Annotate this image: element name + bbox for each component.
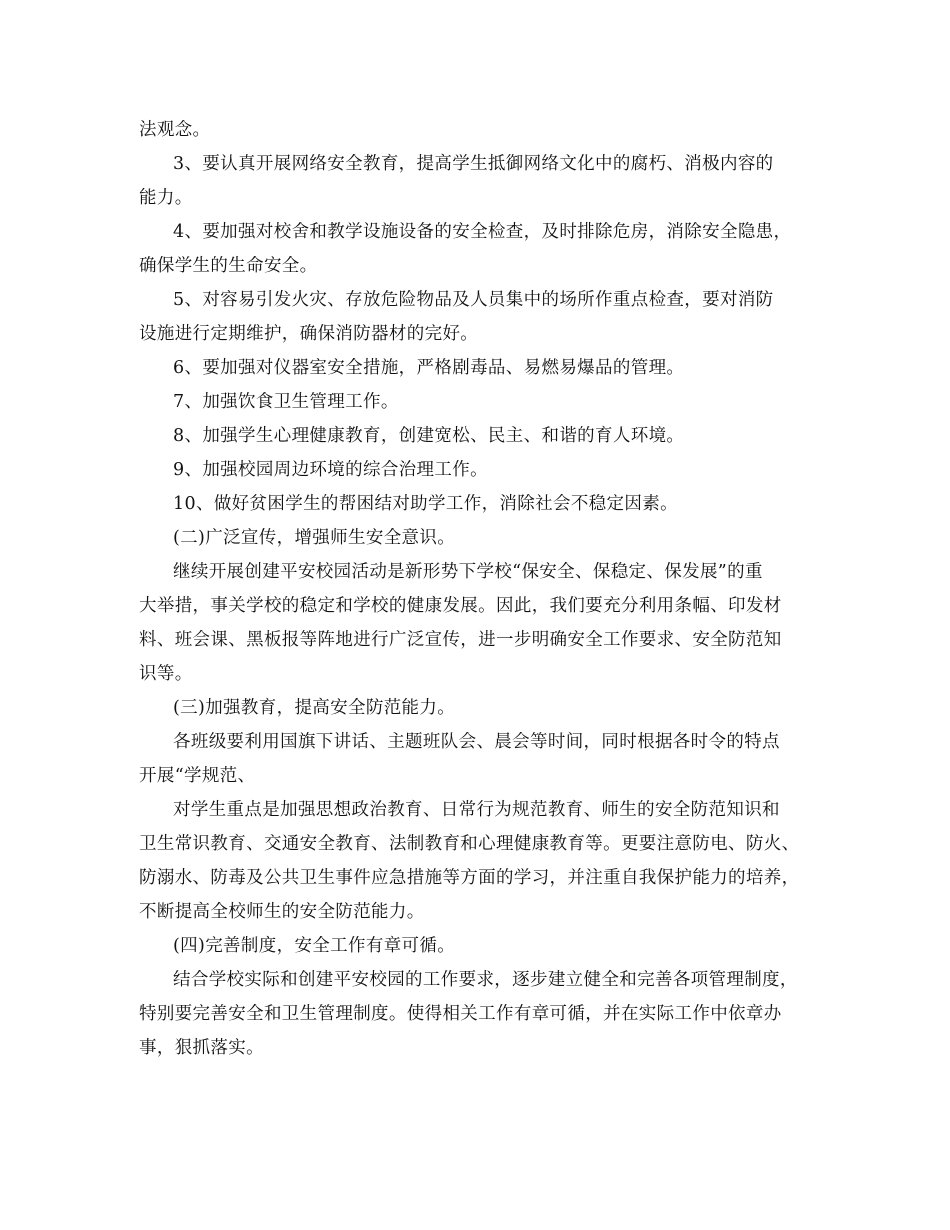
text-line: 不断提高全校师生的安全防范能力。 [139, 902, 425, 922]
text-line: 特别要完善安全和卫生管理制度。使得相关工作有章可循，并在实际工作中依章办 [139, 1004, 782, 1024]
text-line: 10、做好贫困学生的帮困结对助学工作，消除社会不稳定因素。 [173, 494, 678, 514]
section-heading: (三)加强教育，提高安全防范能力。 [173, 698, 456, 718]
text-line: 法观念。 [139, 120, 211, 140]
text-line: 大举措，事关学校的稳定和学校的健康发展。因此，我们要充分利用条幅、印发材 [139, 596, 782, 616]
text-line: 识等。 [139, 664, 193, 684]
text-line: 料、班会课、黑板报等阵地进行广泛宣传，进一步明确安全工作要求、安全防范知 [139, 630, 782, 650]
text-line: 3、要认真开展网络安全教育，提高学生抵御网络文化中的腐朽、消极内容的 [173, 154, 774, 174]
text-line: 事，狠抓落实。 [139, 1038, 264, 1058]
text-line: 7、加强饮食卫生管理工作。 [173, 392, 399, 412]
section-heading: (二)广泛宣传，增强师生安全意识。 [173, 528, 456, 548]
section-heading: (四)完善制度，安全工作有章可循。 [173, 936, 456, 956]
text-line: 结合学校实际和创建平安校园的工作要求，逐步建立健全和完善各项管理制度， [173, 970, 798, 990]
text-line: 各班级要利用国旗下讲话、主题班队会、晨会等时间，同时根据各时令的特点 [173, 732, 780, 752]
text-line: 8、加强学生心理健康教育，创建宽松、民主、和谐的育人环境。 [173, 426, 685, 446]
text-line: 能力。 [139, 188, 193, 208]
text-line: 4、要加强对校舍和教学设施设备的安全检查，及时排除危房，消除安全隐患， [173, 222, 792, 242]
text-line: 开展“学规范、 [139, 766, 256, 786]
document-body [139, 113, 825, 1065]
text-line: 对学生重点是加强思想政治教育、日常行为规范教育、师生的安全防范知识和 [173, 800, 780, 820]
text-line: 继续开展创建平安校园活动是新形势下学校“保安全、保稳定、保发展”的重 [173, 562, 763, 582]
text-line: 5、对容易引发火灾、存放危险物品及人员集中的场所作重点检查，要对消防 [173, 290, 774, 310]
text-line: 防溺水、防毒及公共卫生事件应急措施等方面的学习，并注重自我保护能力的培养， [139, 868, 800, 888]
text-line: 6、要加强对仪器室安全措施，严格剧毒品、易燃易爆品的管理。 [173, 358, 685, 378]
text-line: 9、加强校园周边环境的综合治理工作。 [173, 460, 488, 480]
text-line: 设施进行定期维护，确保消防器材的完好。 [139, 324, 479, 344]
text-line: 确保学生的生命安全。 [139, 256, 318, 276]
text-line: 卫生常识教育、交通安全教育、法制教育和心理健康教育等。更要注意防电、防火、 [139, 834, 800, 854]
